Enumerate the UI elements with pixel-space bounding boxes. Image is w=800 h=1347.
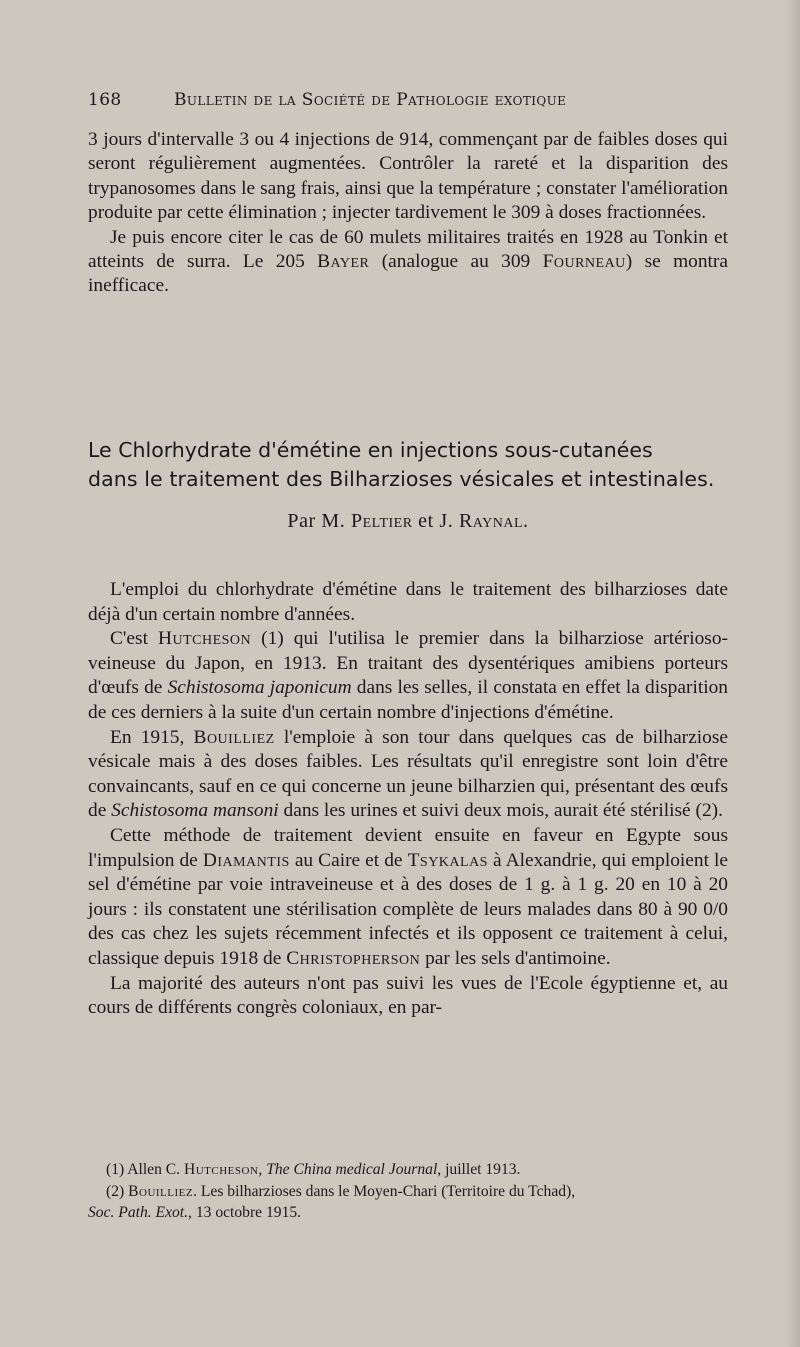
text-run: l'emploie à son tour dans quelques cas de bilharziose vésicale mais à des doses faibles. Les résultats qu'il enregistre sont loin d'être convaincants, sauf en ce qui concerne un jeune bilharzien qui, présentant des œufs de <box>88 726 728 822</box>
text-run: , juillet 1913. <box>437 1161 521 1178</box>
text-run: (analogue au 309 <box>369 251 543 273</box>
text-run: (1) qui l'utilisa le premier dans la bilharziose artérioso-veineuse du Japon, en 1913. En traitant des dysentériques amibiens porteurs d'œufs de <box>88 628 728 699</box>
text-run: Cette méthode de traitement devient ensuite en faveur en Egypte sous l'impulsion de <box>88 824 728 871</box>
running-title: Bulletin de la Société de Pathologie exotique <box>174 90 567 110</box>
paragraph <box>88 726 728 824</box>
continued-text <box>88 128 728 299</box>
text-run: , 13 octobre 1915. <box>188 1204 302 1221</box>
text-run: (2) <box>106 1182 129 1200</box>
text-run: (1) Allen C. <box>106 1161 184 1178</box>
author-name: Christopherson <box>286 947 421 969</box>
footnotes <box>88 1160 728 1225</box>
species-name: Schistosoma mansoni <box>111 800 279 822</box>
author-name: Bouilliez <box>193 726 275 748</box>
title-line: dans le traitement des Bilharzioses vésicales et intestinales. <box>88 467 715 491</box>
author-name: Tsykalas <box>407 849 488 871</box>
journal-name: The China medical Journal <box>266 1161 438 1178</box>
author-name: Hutcheson <box>183 1161 259 1178</box>
footnote <box>88 1160 728 1181</box>
footnote <box>88 1182 728 1203</box>
text-run: dans les selles, il constata en effet la disparition de ces derniers à la suite d'un certain nombre d'injections d'émétine. <box>88 677 728 723</box>
footnote-continuation <box>88 1203 728 1224</box>
byline <box>88 510 728 533</box>
text-run: En 1915, <box>110 726 194 748</box>
paragraph <box>88 824 728 972</box>
text-run: et J. <box>412 510 459 532</box>
paragraph: La majorité des auteurs n'ont pas suivi les vues de l'Ecole égyptienne et, au cours de différents congrès coloniaux, en par- <box>88 972 728 1019</box>
author-name: Bayer <box>317 251 370 273</box>
text-run: , <box>258 1161 267 1178</box>
paragraph: L'emploi du chlorhydrate d'émétine dans le traitement des bilharzioses date déjà d'un certain nombre d'années. <box>88 579 728 625</box>
text-run: . <box>523 510 529 532</box>
paragraph <box>88 627 728 725</box>
text-run: au Caire et de <box>289 849 408 871</box>
text-run: . Les bilharzioses dans le Moyen-Chari (Territoire du Tchad), <box>193 1182 576 1200</box>
journal-name: Soc. Path. Exot. <box>88 1204 189 1221</box>
species-name: Schistosoma japonicum <box>167 677 352 699</box>
author-name: Peltier <box>351 510 413 532</box>
text-run: par les sels d'antimoine. <box>420 947 611 969</box>
author-name: Raynal <box>458 510 524 532</box>
text-run: ) se montra inefficace. <box>88 251 728 297</box>
article-body <box>88 578 728 1021</box>
title-line: Le Chlorhydrate d'émétine en injections sous-cutanées <box>88 438 653 462</box>
text-run: Je puis encore citer le cas de 60 mulets militaires traités en 1928 au Tonkin et atteints de surra. Le 205 <box>88 226 728 273</box>
author-name: Diamantis <box>202 849 290 871</box>
article-title <box>88 436 728 494</box>
text-run: Par M. <box>287 510 351 532</box>
author-name: Bouilliez <box>128 1182 194 1200</box>
page-edge-shadow <box>786 0 800 1347</box>
running-header <box>88 90 728 116</box>
author-name: Fourneau <box>542 251 626 273</box>
paragraph <box>88 226 728 299</box>
text-run: à Alexandrie, qui emploient le sel d'émétine par voie intraveineuse et à des doses de 1 g. à 1 g. 20 en 10 à 20 jours : ils constatent une stérilisation complète de leurs malades dans 80 à 90 0/0 des cas chez les sujets récemment infectés et ils opposent ce traitement à celui, classique depuis 1918 de <box>88 849 729 969</box>
text-run: dans les urines et suivi deux mois, aurait été stérilisé (2). <box>278 800 723 822</box>
page-number: 168 <box>88 90 122 110</box>
text-run: C'est <box>110 628 158 650</box>
author-name: Hutcheson <box>157 628 252 650</box>
paragraph: 3 jours d'intervalle 3 ou 4 injections de 914, commençant par de faibles doses qui seront régulièrement augmentées. Contrôler la rareté et la disparition des trypanosomes dans le sang frais, ainsi que la température ; constater l'amélioration produite par cette élimination ; injecter tardivement le 309 à doses fractionnées. <box>88 129 728 224</box>
